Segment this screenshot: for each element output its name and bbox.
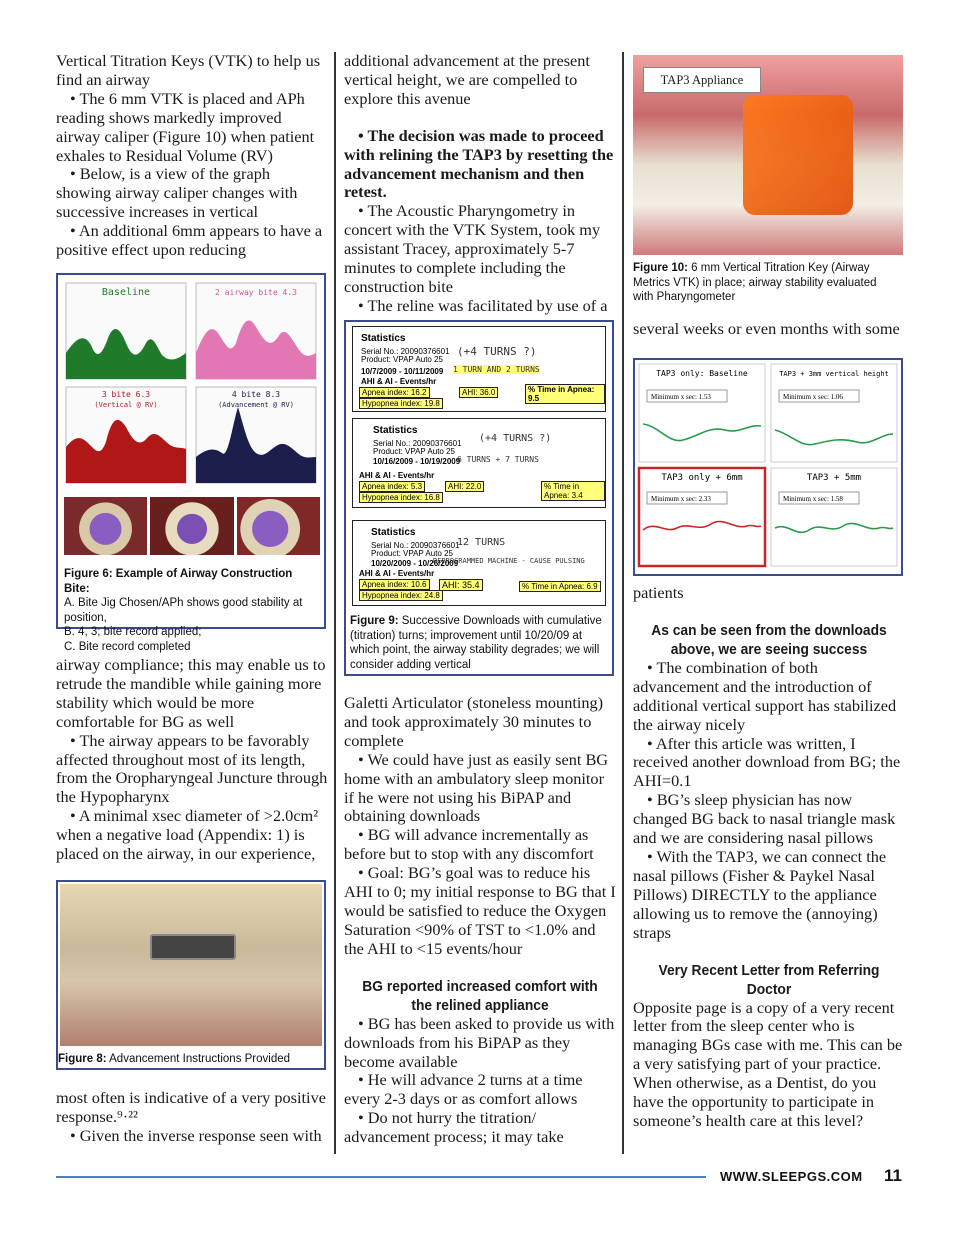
col3-after-fig10: several weeks or even months with some <box>633 319 900 338</box>
column-2-middle <box>344 694 616 1147</box>
figure-8-caption-title: Figure 8: <box>58 1053 107 1065</box>
stat-dates-1: 10/7/2009 - 10/11/2009 <box>361 367 444 376</box>
column-2 <box>344 52 616 316</box>
stat-ahi-3: AHI: 35.4 <box>439 579 483 591</box>
stat-hand-top-1: (+4 TURNS ?) <box>457 345 537 358</box>
stat-dates-2: 10/16/2009 - 10/19/2009 <box>373 457 461 466</box>
col1-mid-2: • The airway appears to be favorably affected throughout most of its length, from the Oropharyngeal Juncture through the Hypopharynx <box>56 730 328 807</box>
photo-bite-c <box>237 497 320 555</box>
footer-rule <box>56 1176 706 1178</box>
graph-bite-8-3-note: (Advancement @ RV) <box>218 401 294 409</box>
stat-time-2: % Time in Apnea: 3.4 <box>541 481 605 501</box>
figure-9-caption-text: Successive Downloads with cumulative (titration) turns; improvement until 10/20/09 at which point, the airway stability degrades; we will consider adding vertical <box>350 615 602 671</box>
stat-hypopnea-3: Hypopnea index: 24.8 <box>359 590 443 601</box>
footer-url[interactable]: WWW.SLEEPGS.COM <box>720 1169 863 1184</box>
col1-bottom-1: most often is indicative of a very positive response.⁹·²² <box>56 1088 326 1126</box>
column-1-bottom <box>56 1089 328 1146</box>
stat-apnea-3: Apnea index: 10.6 <box>359 579 430 590</box>
figure-10 <box>633 55 903 309</box>
stat-ai-label-1: AHI & AI - Events/hr <box>361 377 437 386</box>
airway-graphs <box>58 277 324 493</box>
graph-bite-8-3-title: 4 bite 8.3 <box>231 390 281 399</box>
stat-ahi-1: AHI: 36.0 <box>459 387 498 398</box>
col2-para-1: • The Acoustic Pharyngometry in concert with the VTK System, took my assistant Tracey, approximately 5-7 minutes to complete including the construction bite <box>344 201 601 296</box>
figure-10-caption-title: Figure 10: <box>633 262 688 274</box>
col1-mid-1: airway compliance; this may enable us to retrude the mandible while gaining more stability which would be more comfortable for BG as well <box>56 655 326 731</box>
figure-10-caption <box>633 261 895 305</box>
tap3-graphs <box>635 360 901 574</box>
graph-bite-4-3-title: 2 airway bite 4.3 <box>215 288 297 297</box>
graph-baseline <box>66 283 186 379</box>
tap3-graph-5mm <box>771 468 897 566</box>
tap3-graph-5mm-title: TAP3 + 5mm <box>806 473 862 483</box>
tap3-label: TAP3 Appliance <box>643 67 761 93</box>
col1-bottom-2: • Given the inverse response seen with <box>70 1125 322 1145</box>
tap3-photo <box>633 55 903 255</box>
column-1 <box>56 52 328 260</box>
graph-baseline-title: Baseline <box>101 287 151 298</box>
stat-ai-label-3: AHI & AI - Events/hr <box>359 569 435 578</box>
stat-title-2: Statistics <box>373 425 418 436</box>
stat-hand-dates-1: 1 TURN AND 2 TURNS <box>453 365 540 374</box>
stat-time-3: % Time in Apnea: 6.9 <box>519 581 601 592</box>
graph-bite-6-3 <box>66 387 186 483</box>
col3-success-4: • With the TAP3, we can connect the nasal pillows (Fisher & Paykel Nasal Pillows) DIRECTLY to the appliance allowing us to remove the (annoying) straps <box>633 846 887 942</box>
figure-6-caption-line-c: C. Bite record completed <box>64 640 191 653</box>
column-3-bottom <box>633 584 905 1131</box>
col3-heading-letter: Very Recent Letter from Referring Doctor <box>658 961 880 998</box>
col2-heading: BG reported increased comfort with the relined appliance <box>362 977 598 1014</box>
stat-title-1: Statistics <box>361 333 406 344</box>
vtk-key-icon <box>743 95 853 215</box>
tap3-graph-5mm-minx: Minimum x sec: 1.58 <box>783 495 843 503</box>
stat-hand-top-3: 12 TURNS <box>457 537 506 548</box>
col1-line-3: • Below, is a view of the graph showing airway caliper changes with successive increases in vertical <box>56 164 298 222</box>
stat-hypopnea-1: Hypopnea index: 19.8 <box>359 398 443 409</box>
figure-9-caption <box>350 614 608 672</box>
col2-para-2: • The reline was facilitated by use of a <box>358 295 608 315</box>
figure-10-caption-text: 6 mm Vertical Titration Key (Airway Metrics VTK) in place; airway stability evaluated with Pharyngometer <box>633 262 877 303</box>
stat-panel-1 <box>352 326 606 412</box>
col2-mid-2: • We could have just as easily sent BG home with an ambulatory sleep monitor if he were not using his BiPAP and obtaining downloads <box>344 749 609 826</box>
figure-8 <box>56 880 326 1070</box>
stat-product-2: Product: VPAP Auto 25 <box>373 447 455 456</box>
figure-6 <box>56 273 326 653</box>
figure-8-caption-text: Advancement Instructions Provided <box>109 1053 291 1065</box>
col2-mid-1: Galetti Articulator (stoneless mounting) and took approximately 30 minutes to complete <box>344 693 604 750</box>
bite-photos <box>64 497 320 555</box>
stat-title-3: Statistics <box>371 527 416 538</box>
tap3-graph-baseline-minx: Minimum x sec: 1.53 <box>651 393 711 401</box>
col2-mid-4: • Goal: BG’s goal was to reduce his AHI to 0; my initial response to BG that I would be satisfied to reduce the Oxygen Saturation <90% of TST to <1.0% and the AHI to <15 events/hour <box>344 863 616 958</box>
stat-serial-3: Serial No.: 20090376601 <box>371 541 460 550</box>
stat-ahi-2: AHI: 22.0 <box>445 481 484 492</box>
stat-dates-3: 10/20/2009 - 10/26/2009 <box>371 559 459 568</box>
stat-hand-dates-3: REPROGRAMMED MACHINE - CAUSE PULSING <box>433 557 585 565</box>
tap3-graph-3mm-minx: Minimum x sec: 1.06 <box>783 393 843 401</box>
stat-hypopnea-2: Hypopnea index: 16.8 <box>359 492 443 503</box>
stat-apnea-1: Apnea index: 16.2 <box>359 387 430 398</box>
stat-panel-2 <box>352 418 606 508</box>
col3-letter-text: Opposite page is a copy of a very recent letter from the sleep center who is managing BGs case with me. This can be a very satisfying part of your practice. When otherwise, as a Dentist, do you have the opportunity to participate in someone’s health care at this level? <box>633 997 903 1130</box>
col2-end-2: • He will advance 2 turns at a time every 2-3 days or as comfort allows <box>344 1070 583 1109</box>
graph-bite-6-3-title: 3 bite 6.3 <box>101 390 151 399</box>
col2-end-3: • Do not hurry the titration/ advancement process; it may take <box>344 1108 564 1147</box>
figure-6-caption <box>64 567 320 654</box>
tap3-graph-6mm-minx: Minimum x sec: 2.33 <box>651 495 711 503</box>
tap3-graph-baseline <box>639 364 765 462</box>
photo-bite-b <box>150 497 233 555</box>
tap3-graph-3mm <box>771 364 897 462</box>
tap3-graph-6mm <box>639 468 765 566</box>
stat-serial-1: Serial No.: 20090376601 <box>361 347 450 356</box>
col3-patients: patients <box>633 583 684 602</box>
col2-line-1: additional advancement at the present vertical height, we are compelled to explore this avenue <box>344 51 590 108</box>
graph-bite-8-3 <box>196 387 316 483</box>
stat-product-3: Product: VPAP Auto 25 <box>371 549 453 558</box>
graph-bite-6-3-note: (Vertical @ RV) <box>94 401 158 409</box>
figure-9 <box>344 320 614 676</box>
col3-heading-success: As can be seen from the downloads above, we are seeing success <box>651 621 887 658</box>
stat-panel-3 <box>352 520 606 606</box>
column-divider-2 <box>622 52 624 1154</box>
page-number: 11 <box>884 1166 902 1185</box>
col2-bold-para: • The decision was made to proceed with relining the TAP3 by resetting the advancement mechanism and then retest. <box>344 125 614 202</box>
tap3-graph-6mm-title: TAP3 only + 6mm <box>661 473 743 483</box>
column-divider-1 <box>334 52 336 1154</box>
col3-success-1: • The combination of both advancement and the introduction of additional vertical support has stabilized the airway nicely <box>633 657 897 734</box>
stat-serial-2: Serial No.: 20090376601 <box>373 439 462 448</box>
col1-line-1: Vertical Titration Keys (VTK) to help us find an airway <box>56 51 321 89</box>
figure-6-caption-line-b: B. 4, 3; bite record applied; <box>64 626 202 638</box>
col2-end-1: • BG has been asked to provide us with downloads from his BiPAP as they become available <box>344 1013 615 1071</box>
col3-success-2: • After this article was written, I received another download from BG; the AHI=0.1 <box>633 733 901 791</box>
column-3-top <box>633 320 905 339</box>
figure-8-caption <box>58 1052 320 1067</box>
advancement-mechanism-icon <box>150 934 236 960</box>
col1-mid-3: • A minimal xsec diameter of >2.0cm² when a negative load (Appendix: 1) is placed on the airway, in our experience, <box>56 806 319 864</box>
stat-hand-dates-2: 6 TURNS + 7 TURNS <box>457 455 539 464</box>
figure-9-caption-title: Figure 9: <box>350 615 399 627</box>
stat-ai-label-2: AHI & AI - Events/hr <box>359 471 435 480</box>
figure-6-caption-title: Figure 6: Example of Airway Construction Bite: <box>64 568 293 595</box>
col2-mid-3: • BG will advance incrementally as before but to stop with any discomfort <box>344 825 594 864</box>
col3-success-3: • BG’s sleep physician has now changed BG back to nasal triangle mask and we are considering nasal pillows <box>633 790 896 848</box>
photo-bite-a <box>64 497 147 555</box>
tap3-graph-3mm-title: TAP3 + 3mm vertical height <box>779 370 889 378</box>
advancement-photo <box>60 884 322 1046</box>
stat-apnea-2: Apnea index: 5.3 <box>359 481 425 492</box>
col1-line-4: • An additional 6mm appears to have a positive effect upon reducing <box>56 221 323 260</box>
graph-bite-4-3 <box>196 283 316 379</box>
column-1-middle <box>56 656 328 864</box>
stat-product-1: Product: VPAP Auto 25 <box>361 355 443 364</box>
stat-time-1: % Time in Apnea: 9.5 <box>525 384 605 404</box>
stat-hand-top-2: (+4 TURNS ?) <box>479 433 552 444</box>
col1-line-2: • The 6 mm VTK is placed and APh reading shows markedly improved airway caliper (Figure 10) when patient exhales to Residual Volume (RV) <box>56 88 315 165</box>
figure-6-caption-line-a: A. Bite Jig Chosen/APh shows good stability at position, <box>64 597 303 624</box>
tap3-graph-baseline-title: TAP3 only: Baseline <box>656 369 748 378</box>
tap3-graphs-figure <box>633 358 903 576</box>
